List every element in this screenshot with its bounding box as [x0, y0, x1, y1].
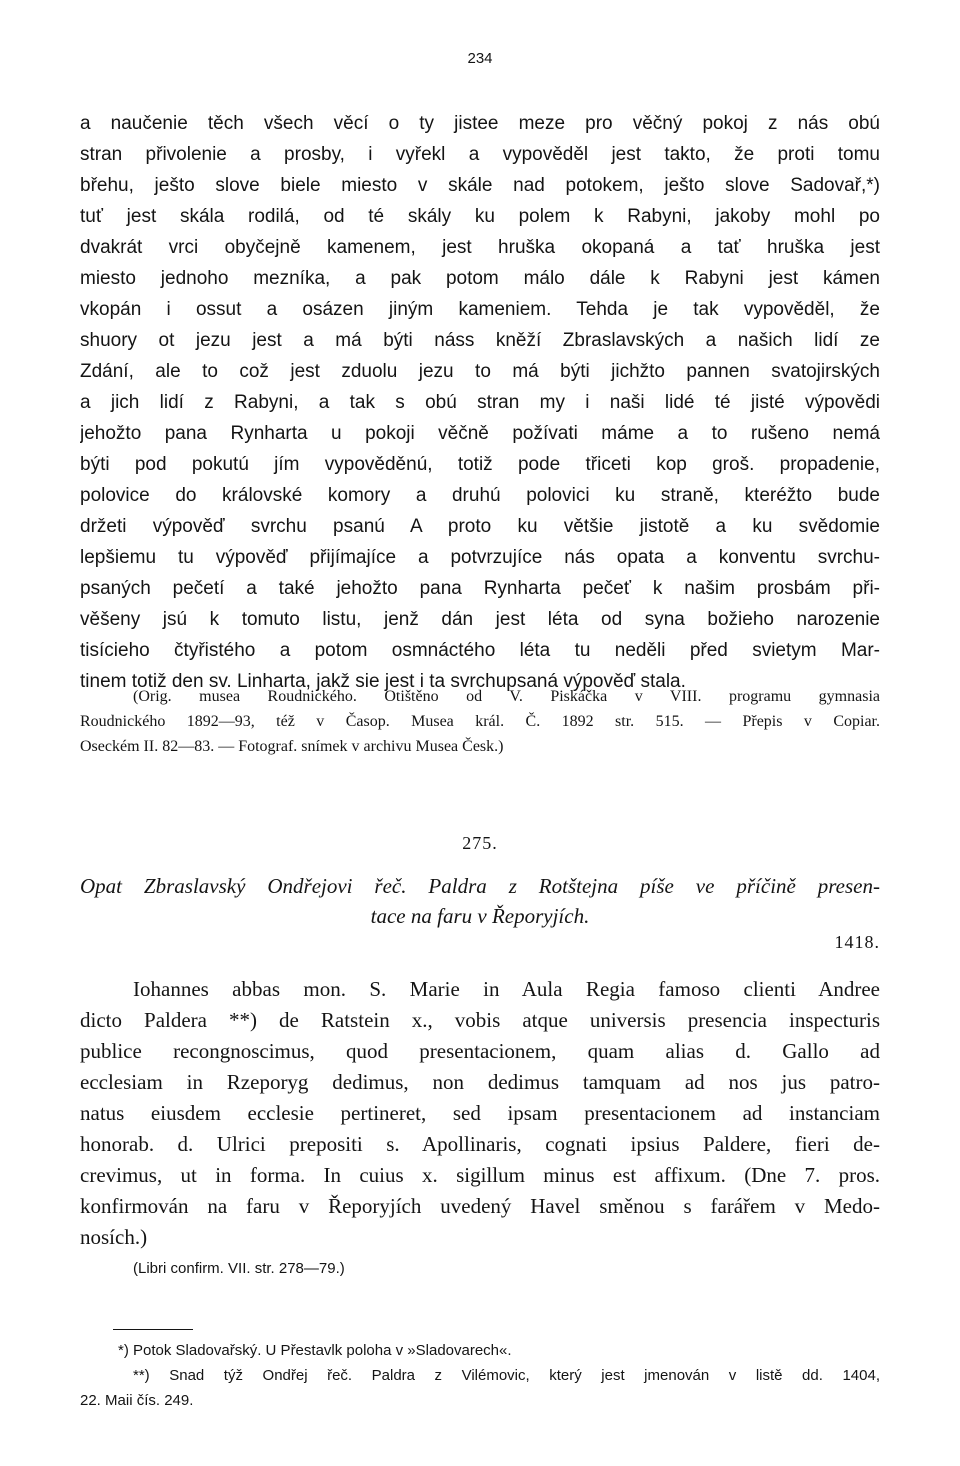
source-note-line: (Orig. musea Roudnického. Otištěno od V. Piskáčka v VIII. programu gymnasia [133, 688, 880, 705]
text-line: tuť jest skála rodilá, od té skály ku polem k Rabyni, jakoby mohl po [80, 206, 880, 227]
text-line: konfirmován na faru v Řeporyjích uvedený Havel směnou s farářem v Medo- [80, 1194, 880, 1218]
text-line: natus eiusdem ecclesie pertineret, sed ipsam presentacionem ad instanciam [80, 1101, 880, 1125]
text-line: crevimus, ut in forma. In cuius x. sigillum minus est affixum. (Dne 7. pros. [80, 1163, 880, 1187]
footnote: *) Potok Sladovařský. U Přestavlk poloha v »Sladovarech«. [118, 1342, 512, 1359]
text-line: věšeny jsú k tomuto listu, jenž dán jest léta od syna božieho narozenie [80, 609, 880, 630]
text-line: psaných pečetí a také jehožto pana Rynharta pečeť k našim prosbám při- [80, 578, 880, 599]
text-line: miesto jednoho mezníka, a pak potom málo dále k Rabyni jest kámen [80, 268, 880, 289]
text-line: lepšiemu tu výpověď přijímajíce a potvrzujíce nás opata a konventu svrchu- [80, 547, 880, 568]
footnote-continuation: 22. Maii čís. 249. [80, 1392, 194, 1409]
text-line: břehu, ješto slove biele miesto v skále nad potokem, ješto slove Sadovař,*) [80, 175, 880, 196]
source-note: (Libri confirm. VII. str. 278—79.) [133, 1260, 345, 1277]
text-line: Zdání, ale to což jest zduolu jezu to má býti jichžto pannen svatojirských [80, 361, 880, 382]
text-line: držeti výpověď svrchu psanú A proto ku většie jistotě a ku svědomie [80, 516, 880, 537]
text-line: ecclesiam in Rzeporyg dedimus, non dedimus tamquam ad nos jus patro- [80, 1070, 880, 1094]
page-number: 234 [467, 50, 493, 67]
text-line: polovice do královské komory a druhú polovici ku straně, kteréžto bude [80, 485, 880, 506]
source-note [80, 684, 880, 759]
text-line: honorab. d. Ulrici prepositi s. Apollinaris, cognati ipsius Paldere, fieri de- [80, 1132, 880, 1156]
document-274-continuation-text [80, 108, 880, 697]
document-275-text [80, 974, 880, 1253]
text-line: publice recongnoscimus, quod presentacionem, quam alias d. Gallo ad [80, 1039, 880, 1063]
source-note-line: Oseckém II. 82—83. — Fotograf. snímek v archivu Musea Česk.) [80, 738, 504, 755]
text-line: vkopán i ossut a osázen jiným kameniem. Tehda je tak vypověděl, že [80, 299, 880, 320]
source-note-line: Roudnického 1892—93, též v Časop. Musea král. Č. 1892 str. 515. — Přepis v Copiar. [80, 713, 880, 730]
footnote: **) Snad týž Ondřej řeč. Paldra z Vilémovic, který jest jmenován v listě dd. 1404, [133, 1367, 880, 1384]
text-line: a naučenie těch všech věcí o ty jistee meze pro věčný pokoj z nás obú [80, 113, 880, 134]
text-line: dicto Paldera **) de Ratstein x., vobis atque universis presencia inspecturis [80, 1008, 880, 1032]
text-line: Iohannes abbas mon. S. Marie in Aula Regia famoso clienti Andree [133, 977, 880, 1001]
text-line: nosích.) [80, 1225, 148, 1249]
document-number: 275. [462, 833, 498, 853]
text-line: býti pod pokutú jím vypověděnú, totiž pode třiceti kop groš. propadenie, [80, 454, 880, 475]
heading-line: tace na faru v Řeporyjích. [370, 904, 590, 928]
text-line: tisícieho čtyřistého a potom osmnáctého léta tu neděli před svietym Mar- [80, 640, 880, 661]
text-line: a jich lidí z Rabyni, a tak s obú stran my i naši lidé té jisté výpovědi [80, 392, 880, 413]
footnote-divider [113, 1329, 193, 1330]
document-date: 1418. [834, 932, 880, 952]
heading-line: Opat Zbraslavský Ondřejovi řeč. Paldra z Rotštejna píše ve příčině presen- [80, 874, 880, 898]
text-line: dvakrát vrci obyčejně kamenem, jest hruška okopaná a tať hruška jest [80, 237, 880, 258]
footnotes [80, 1338, 880, 1413]
text-line: shuory ot jezu jest a má býti náss kněží Zbraslavských a našich lidí ze [80, 330, 880, 351]
text-line: jehožto pana Rynharta u pokoji věčně požívati máme a to rušeno nemá [80, 423, 880, 444]
text-line: tinem totiž den sv. Linharta, jakž sie jest i ta svrchupsaná výpověď stala. [80, 671, 686, 692]
text-line: stran přivolenie a prosby, i vyřekl a vypověděl jest takto, že proti tomu [80, 144, 880, 165]
